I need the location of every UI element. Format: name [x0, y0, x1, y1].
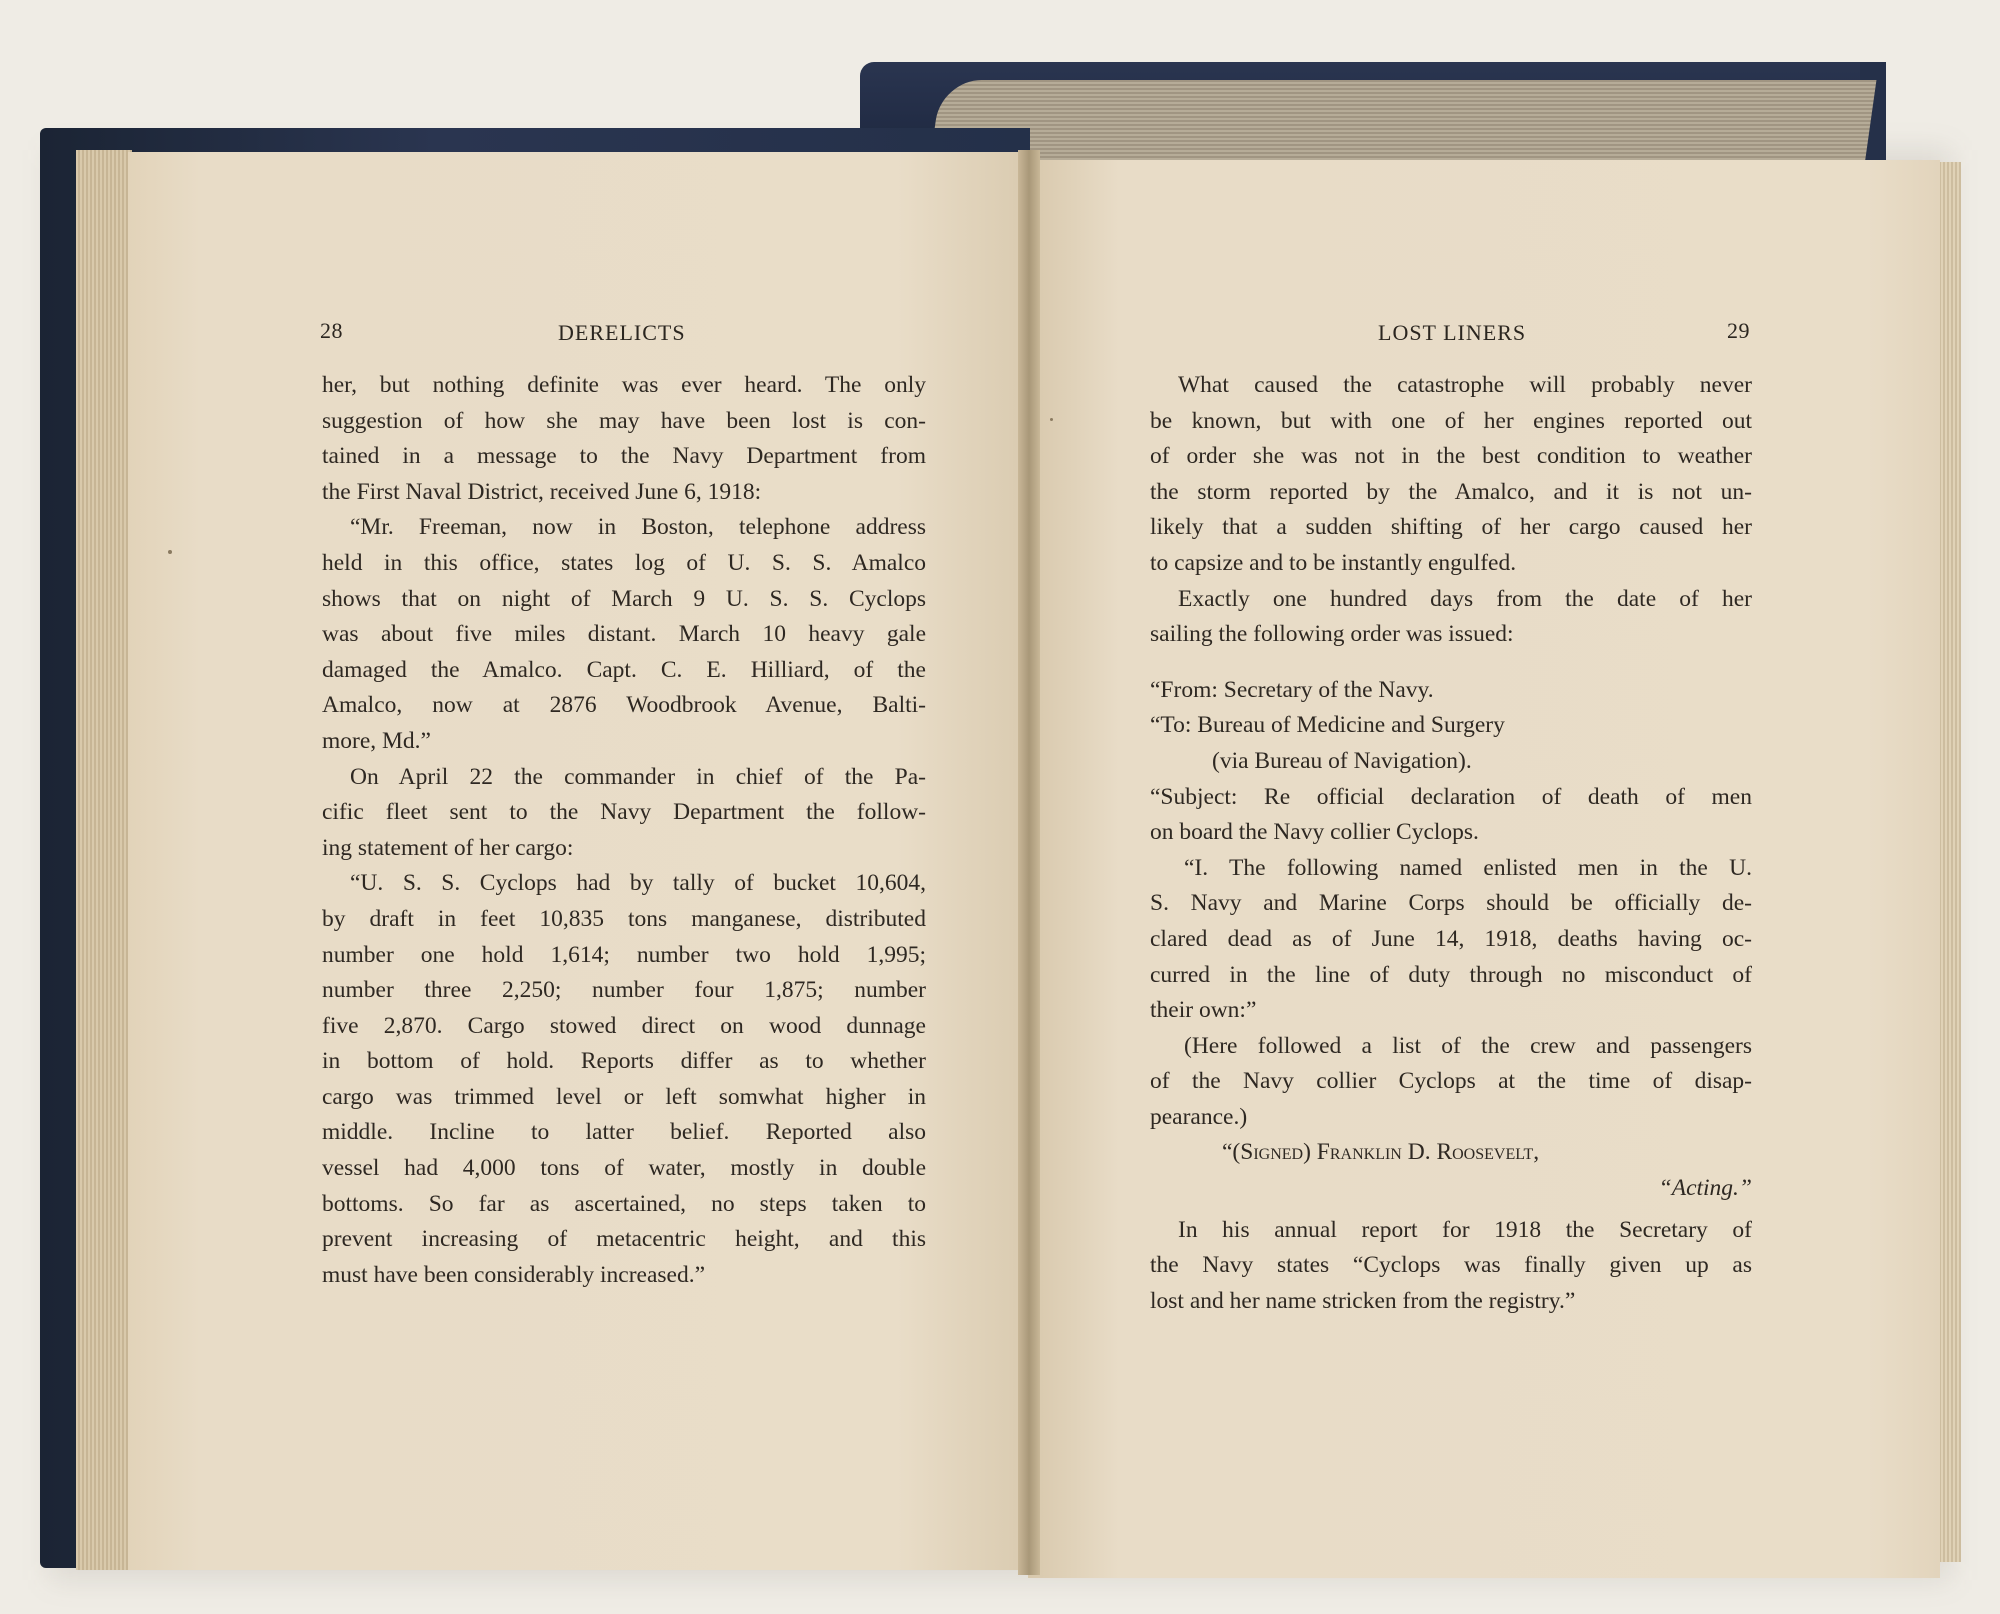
- text-line: Exactly one hundred days from the date of her: [1178, 585, 1752, 612]
- text-line: lost and her name stricken from the registry.”: [1150, 1287, 1576, 1314]
- text-line: by draft in feet 10,835 tons manganese, distributed: [322, 905, 926, 932]
- text-line: in bottom of hold. Reports differ as to whether: [322, 1048, 926, 1075]
- text-line: “Mr. Freeman, now in Boston, telephone address: [350, 514, 926, 541]
- paper-speck: [1050, 418, 1053, 421]
- signature-title: “Acting.”: [1658, 1175, 1752, 1202]
- text-line: In his annual report for 1918 the Secretary of: [1178, 1216, 1752, 1243]
- text-line: shows that on night of March 9 U. S. S. Cyclops: [322, 585, 926, 612]
- text-line: be known, but with one of her engines reported out: [1150, 407, 1752, 434]
- text-line: cargo was trimmed level or left somwhat higher in: [322, 1083, 926, 1110]
- text-line: the Navy states “Cyclops was finally given up as: [1150, 1252, 1752, 1279]
- text-line: number one hold 1,614; number two hold 1,995;: [322, 941, 926, 968]
- text-line: prevent increasing of metacentric height, and this: [322, 1226, 926, 1253]
- text-line: the First Naval District, received June 6, 1918:: [322, 478, 762, 505]
- text-line: curred in the line of duty through no misconduct of: [1150, 961, 1752, 988]
- text-line: tained in a message to the Navy Department from: [322, 443, 926, 470]
- page-number-right: 29: [1727, 318, 1750, 343]
- text-line: of the Navy collier Cyclops at the time of disap-: [1150, 1068, 1752, 1095]
- text-line: clared dead as of June 14, 1918, deaths having oc-: [1150, 925, 1752, 952]
- text-line: likely that a sudden shifting of her cargo caused her: [1150, 514, 1752, 541]
- text-line: more, Md.”: [322, 727, 431, 754]
- text-line: suggestion of how she may have been lost is con-: [322, 407, 926, 434]
- text-line: held in this office, states log of U. S. S. Amalco: [322, 549, 926, 576]
- text-line: damaged the Amalco. Capt. C. E. Hilliard, of the: [322, 656, 926, 683]
- text-line: to capsize and to be instantly engulfed.: [1150, 549, 1517, 576]
- text-line: “To: Bureau of Medicine and Surgery: [1150, 712, 1505, 739]
- text-line: Amalco, now at 2876 Woodbrook Avenue, Balti-: [322, 692, 926, 719]
- text-line: number three 2,250; number four 1,875; number: [322, 977, 926, 1004]
- text-line: their own:”: [1150, 997, 1257, 1024]
- text-line: ing statement of her cargo:: [322, 834, 574, 861]
- text-line: What caused the catastrophe will probably never: [1178, 372, 1752, 398]
- text-line: “I. The following named enlisted men in the U.: [1184, 854, 1752, 881]
- running-head-left: DERELICTS: [558, 320, 686, 345]
- text-line: S. Navy and Marine Corps should be officially de-: [1150, 890, 1752, 917]
- text-line: vessel had 4,000 tons of water, mostly in double: [322, 1155, 926, 1182]
- text-line: was about five miles distant. March 10 heavy gale: [322, 621, 926, 648]
- text-line: “Subject: Re official declaration of death of men: [1150, 783, 1752, 810]
- text-line: must have been considerably increased.”: [322, 1261, 706, 1288]
- left-page-text: [322, 368, 926, 1293]
- page-block-top-edge: [929, 80, 1877, 172]
- text-line: On April 22 the commander in chief of the Pa-: [350, 763, 926, 790]
- text-line: bottoms. So far as ascertained, no steps taken to: [322, 1190, 926, 1217]
- text-line: sailing the following order was issued:: [1150, 621, 1514, 648]
- text-line: (Here followed a list of the crew and passengers: [1184, 1032, 1752, 1059]
- text-line: “U. S. S. Cyclops had by tally of bucket 10,604,: [350, 870, 926, 897]
- text-line: middle. Incline to latter belief. Reported also: [322, 1119, 926, 1146]
- page-block-left-edge: [76, 150, 132, 1570]
- text-line: the storm reported by the Amalco, and it is not un-: [1150, 478, 1752, 505]
- text-line: cific fleet sent to the Navy Department the follow-: [322, 799, 926, 826]
- paper-speck: [168, 550, 172, 554]
- page-number-left: 28: [320, 318, 343, 343]
- signature-line: “(Signed) Franklin D. Roosevelt,: [1222, 1139, 1540, 1166]
- running-head-right: LOST LINERS: [1378, 320, 1527, 345]
- text-line: of order she was not in the best condition to weather: [1150, 443, 1752, 470]
- book-gutter: [1018, 150, 1040, 1575]
- right-page-text: [1150, 368, 1752, 1319]
- text-line: her, but nothing definite was ever heard. The only: [322, 372, 926, 398]
- text-line: on board the Navy collier Cyclops.: [1150, 819, 1479, 846]
- text-line: (via Bureau of Navigation).: [1212, 747, 1472, 774]
- text-line: pearance.): [1150, 1103, 1248, 1130]
- text-line: “From: Secretary of the Navy.: [1150, 676, 1434, 703]
- text-line: five 2,870. Cargo stowed direct on wood dunnage: [322, 1012, 926, 1039]
